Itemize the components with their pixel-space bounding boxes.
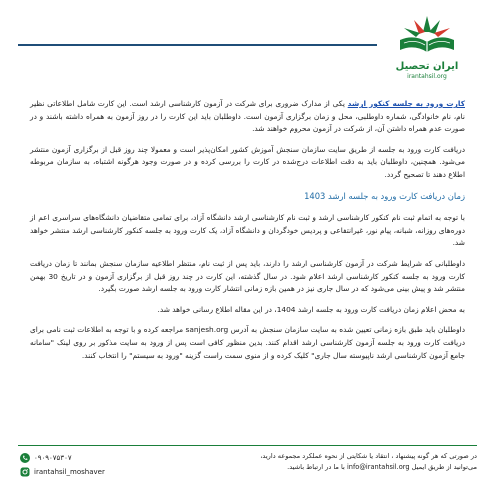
footer-message [147, 451, 477, 473]
article-body [30, 98, 465, 370]
footer-line-2: می‌توانید از طریق ایمیل info@irantahsil.org با ما در ارتباط باشید. [287, 463, 477, 471]
instagram-row [20, 465, 130, 479]
admission-card-link[interactable]: کارت ورود به جلسه کنکور ارشد [347, 99, 465, 108]
phone-row [20, 451, 130, 465]
paragraph: به محض اعلام زمان دریافت کارت ورود به جلسه ارشد 1404، در این مقاله اطلاع رسانی خواهد شد. [157, 304, 465, 314]
section-heading: زمان دریافت کارت ورود به جلسه ارشد 1403 [304, 190, 465, 201]
paragraph: با توجه به اتمام ثبت نام کنکور کارشناسی ارشد و ثبت نام کارشناسی ارشد دانشگاه آزاد، برای تمامی متقاضیان دانشگاه‌های سراسری اعم از دوره‌های روزانه، شبانه، پیام نور، غیرانتفاعی و پردیس خودگردان و دانشگاه آزاد، یک کارت ورود به جلسه کنکور کارشناسی ارشد منتشر خواهد شد. [30, 213, 465, 248]
footer-divider [18, 445, 477, 446]
phone-number[interactable]: ۰۹۰۹۰۷۵۳۰۷ [34, 454, 72, 462]
instagram-icon [20, 467, 30, 477]
intro-text: یکی از مدارک ضروری برای شرکت در آزمون کارشناسی ارشد است. این کارت شامل اطلاعاتی نظیر نام، نام خانوادگی، شماره داوطلبی، محل و زمان برگزاری آزمون است. داوطلبان باید این کارت را در روز آزمون به همراه داشته باشند و در صورت عدم همراه داشتن آن، از شرکت در آزمون محروم خواهند شد. [30, 99, 465, 134]
brand-name: ایران تحصیل [395, 61, 459, 72]
intro-paragraph [30, 98, 465, 136]
paragraph: داوطلبان باید طبق بازه زمانی تعیین شده به سایت سازمان سنجش به آدرس sanjesh.org مراجعه کرده و با توجه به اطلاعات ثبت نامی برای دریافت کارت ورود به جلسه آزمون کارشناسی ارشد اقدام کنند. بدین منظور کافی است پس از ورود به سایت مذکور بر روی لینک "سامانه جامع آزمون کارشناسی ارشد ناپیوسته سال جاری" کلیک کرده و از منوی سمت راست گزینه "ورود به سیستم" را انتخاب کنند. [30, 325, 465, 360]
footer-line-1: در صورتی که هر گونه پیشنهاد ، انتقاد یا شکایتی از نحوه عملکرد مجموعه دارید، [260, 452, 477, 460]
footer-contacts [20, 451, 130, 479]
instagram-handle[interactable]: irantahsil_moshaver [34, 468, 105, 476]
paragraph: دریافت کارت ورود به جلسه از طریق سایت سازمان سنجش آموزش کشور امکان‌پذیر است و معمولا چند روز قبل از برگزاری آزمون منتشر می‌شود. همچنین، داوطلبان باید به دقت اطلاعات درج‌شده در کارت را بررسی کرده و در صورت وجود هرگونه اشتباه، به سازمان مربوطه اطلاع دهند تا تصحیح گردد. [30, 144, 465, 179]
phone-icon [20, 453, 30, 463]
page-header [18, 10, 477, 90]
page-footer [18, 445, 477, 485]
header-divider [18, 44, 377, 46]
paragraph: داوطلبانی که شرایط شرکت در آزمون کارشناسی ارشد را دارند، باید پس از ثبت نام، منتظر اطلاعیه سازمان سنجش بمانند تا زمان دریافت کارت ورود به جلسه کنکور کارشناسی ارشد اعلام شود. در سال گذشته، این کارت در چند روز قبل از برگزاری آزمون و در تاریخ 30 بهمن منتشر شد و پیش بینی می‌شود که در سال جاری نیز در همین بازه زمانی انتشار کارت ورود به جلسه ارشد صورت بگیرد. [30, 258, 465, 294]
book-logo-icon [392, 10, 462, 60]
brand-url: irantahsil.org [407, 73, 447, 80]
brand-logo [377, 10, 477, 90]
